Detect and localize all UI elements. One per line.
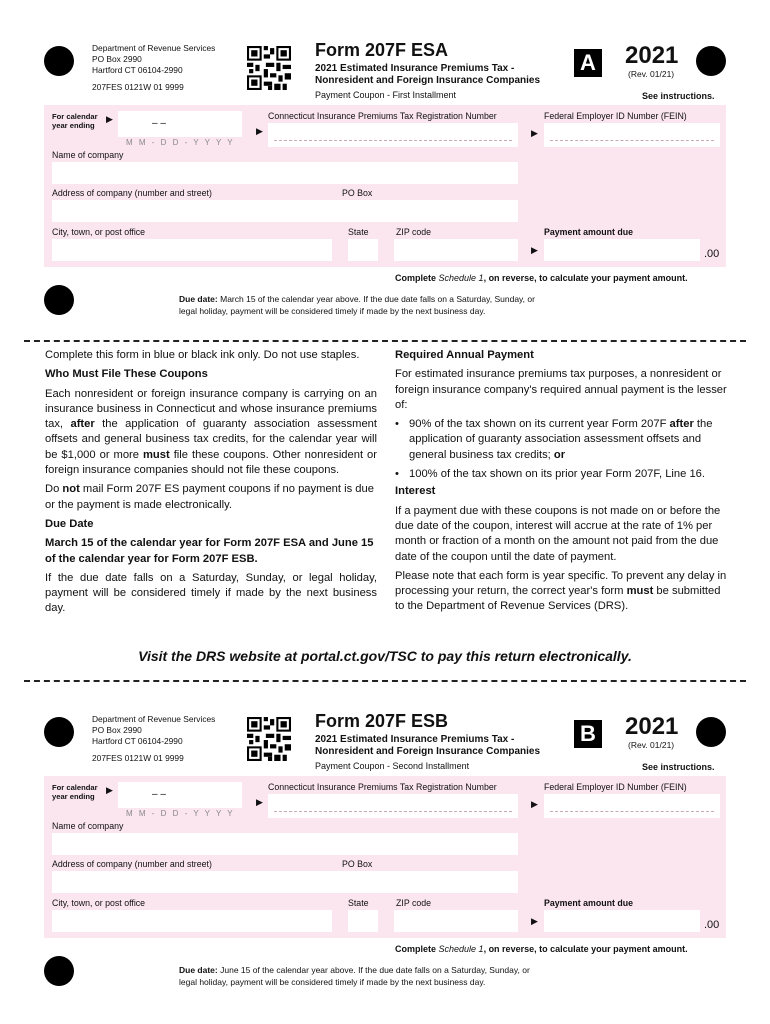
zip-input[interactable]	[394, 239, 518, 261]
zip-input[interactable]	[394, 910, 518, 932]
who-must-file-heading: Who Must File These Coupons	[45, 368, 208, 381]
po-box-label: PO Box	[342, 859, 373, 869]
calendar-year-ending-input[interactable]	[118, 111, 242, 137]
date-format-hint: M M - D D - Y Y Y Y	[126, 138, 235, 147]
revision-date: (Rev. 01/21)	[628, 69, 675, 79]
address-input[interactable]	[52, 871, 518, 893]
payment-amount-input[interactable]	[544, 239, 700, 261]
ct-registration-label: Connecticut Insurance Premiums Tax Registration Number	[268, 111, 497, 121]
registration-digit-guide	[274, 811, 512, 812]
form-title: Form 207F ESA	[315, 40, 449, 60]
no-payment-text: Do not mail Form 207F ES payment coupons if no payment is due or the payment is made electronically.	[45, 483, 374, 511]
arrow-icon: ▶	[531, 128, 538, 138]
ct-registration-label: Connecticut Insurance Premiums Tax Registration Number	[268, 782, 497, 792]
date-format-hint: M M - D D - Y Y Y Y	[126, 809, 235, 818]
calendar-year-label: For calendar year ending	[52, 783, 98, 801]
schedule-note: Complete Schedule 1, on reverse, to calculate your payment amount.	[395, 944, 688, 954]
arrow-icon: ▶	[256, 126, 263, 136]
fein-input[interactable]	[544, 123, 720, 147]
arrow-icon: ▶	[106, 785, 113, 795]
due-date-note: Due date: March 15 of the calendar year above. If the due date falls on a Saturday, Sunday, or legal holiday, payment will be considered timely if made by the next business day.	[179, 294, 535, 316]
due-date-heading: Due Date	[45, 517, 94, 530]
address-label: Address of company (number and street)	[52, 859, 212, 869]
calendar-year-label: For calendar year ending	[52, 112, 98, 130]
cut-line	[24, 680, 746, 682]
registration-dot	[44, 956, 74, 986]
form-subtitle: 2021 Estimated Insurance Premiums Tax - Nonresident and Foreign Insurance Companies	[315, 734, 541, 757]
agency-address: Department of Revenue Services PO Box 2990 Hartford CT 06104-2990	[92, 43, 216, 75]
cut-line	[24, 340, 746, 342]
date-separators: – –	[152, 789, 166, 800]
payment-cents: .00	[704, 248, 720, 260]
company-name-label: Name of company	[52, 150, 124, 160]
form-code: 207FES 0121W 01 9999	[92, 82, 184, 92]
payment-label: Payment amount due	[544, 227, 633, 237]
arrow-icon: ▶	[106, 114, 113, 124]
city-input[interactable]	[52, 910, 332, 932]
tax-year: 2021	[625, 713, 679, 740]
interest-text: If a payment due with these coupons is not made on or before the due date of the coupon, interest will accrue at the rate of 1% per month or fraction of a month on the amount not paid from the due date of the coupon until the date of payment.	[395, 504, 721, 563]
payment-label: Payment amount due	[544, 898, 633, 908]
ct-registration-input[interactable]	[268, 123, 518, 147]
see-instructions: See instructions.	[642, 91, 715, 101]
calendar-year-ending-input[interactable]	[118, 782, 242, 808]
revision-date: (Rev. 01/21)	[628, 740, 675, 750]
list-item: • 90% of the tax shown on its current year Form 207F after the application of guaranty association assessment offsets and general business tax credits; or	[395, 418, 713, 461]
coupon-installment: Payment Coupon - Second Installment	[315, 761, 470, 771]
form-title: Form 207F ESB	[315, 711, 449, 731]
qr-code-icon	[247, 46, 291, 90]
ct-registration-input[interactable]	[268, 794, 518, 818]
arrow-icon: ▶	[531, 245, 538, 255]
fein-digit-guide	[550, 811, 714, 812]
date-separators: – –	[152, 118, 166, 129]
due-date-text: If the due date falls on a Saturday, Sunday, or legal holiday, payment will be considered timely if made by the next business day.	[45, 571, 377, 615]
company-name-label: Name of company	[52, 821, 124, 831]
fein-digit-guide	[550, 140, 714, 141]
who-must-file-text: Each nonresident or foreign insurance company is carrying on an insurance business in Connecticut and whose insurance premiums tax, after the application of guaranty association assessment offsets and general business tax credits, for the calendar year will be $1,000 or more must file these coupons. Other nonresident or foreign insurance companies should not file these coupons.	[45, 387, 378, 477]
required-payment-text: For estimated insurance premiums tax purposes, a nonresident or foreign insurance company's required annual payment is the lesser of:	[395, 368, 727, 411]
state-input[interactable]	[348, 910, 378, 932]
city-input[interactable]	[52, 239, 332, 261]
form-subtitle: 2021 Estimated Insurance Premiums Tax - Nonresident and Foreign Insurance Companies	[315, 63, 541, 86]
instructions-right-column	[395, 348, 727, 615]
form-code: 207FES 0121W 01 9999	[92, 753, 184, 763]
due-date-bold-text: March 15 of the calendar year for Form 207F ESA and June 15 of the calendar year for Form 207F ESB.	[45, 537, 374, 565]
registration-dot	[44, 46, 74, 76]
address-input[interactable]	[52, 200, 518, 222]
coupon-letter: A	[574, 49, 602, 77]
fein-label: Federal Employer ID Number (FEIN)	[544, 782, 687, 792]
interest-heading: Interest	[395, 485, 436, 498]
see-instructions: See instructions.	[642, 762, 715, 772]
coupon-letter: B	[574, 720, 602, 748]
list-item: • 100% of the tax shown on its prior year Form 207F, Line 16.	[395, 468, 706, 481]
arrow-icon: ▶	[531, 799, 538, 809]
payment-cents: .00	[704, 919, 720, 931]
registration-dot	[696, 46, 726, 76]
state-label: State	[348, 898, 369, 908]
state-input[interactable]	[348, 239, 378, 261]
city-label: City, town, or post office	[52, 898, 146, 908]
company-name-input[interactable]	[52, 833, 518, 855]
po-box-label: PO Box	[342, 188, 373, 198]
registration-dot	[44, 717, 74, 747]
qr-code-icon	[247, 717, 291, 761]
payment-amount-input[interactable]	[544, 910, 700, 932]
drs-website-notice: Visit the DRS website at portal.ct.gov/TSC to pay this return electronically.	[138, 648, 632, 664]
instructions-left-column	[45, 348, 377, 617]
registration-dot	[44, 285, 74, 315]
year-specific-text: Please note that each form is year specific. To prevent any delay in processing your return, the correct year's form must be submitted to the Department of Revenue Services (DRS).	[395, 569, 727, 613]
registration-digit-guide	[274, 140, 512, 141]
zip-label: ZIP code	[396, 227, 432, 237]
ink-instruction: Complete this form in blue or black ink only. Do not use staples.	[45, 349, 360, 361]
due-date-note: Due date: June 15 of the calendar year above. If the due date falls on a Saturday, Sunday, or legal holiday, payment will be considered timely if made by the next business day.	[179, 965, 530, 987]
schedule-note: Complete Schedule 1, on reverse, to calculate your payment amount.	[395, 273, 688, 283]
registration-dot	[696, 717, 726, 747]
tax-year: 2021	[625, 42, 679, 69]
required-payment-heading: Required Annual Payment	[395, 349, 534, 361]
coupon-installment: Payment Coupon - First Installment	[315, 90, 457, 100]
agency-address: Department of Revenue Services PO Box 2990 Hartford CT 06104-2990	[92, 714, 216, 746]
fein-label: Federal Employer ID Number (FEIN)	[544, 111, 687, 121]
fein-input[interactable]	[544, 794, 720, 818]
address-label: Address of company (number and street)	[52, 188, 212, 198]
state-label: State	[348, 227, 369, 237]
company-name-input[interactable]	[52, 162, 518, 184]
zip-label: ZIP code	[396, 898, 432, 908]
arrow-icon: ▶	[531, 916, 538, 926]
arrow-icon: ▶	[256, 797, 263, 807]
city-label: City, town, or post office	[52, 227, 146, 237]
